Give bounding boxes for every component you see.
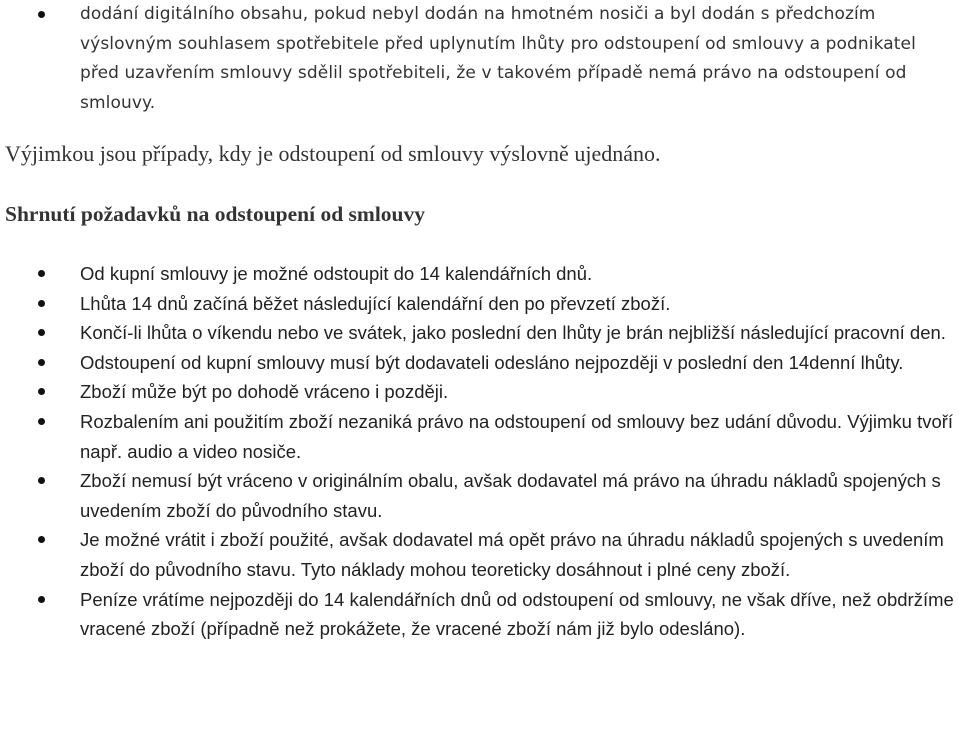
list-item [0, 407, 955, 466]
list-item-text: Lhůta 14 dnů začíná běžet následující kalendářní den po převzetí zboží. [80, 292, 671, 314]
bullet-dot-icon [38, 536, 45, 543]
bullet-dot-icon [38, 300, 45, 307]
list-item-text: dodání digitálního obsahu, pokud nebyl dodán na hmotném nosiči a byl dodán s předchozím výslovným souhlasem spotřebitele před uplynutím lhůty pro odstoupení od smlouvy a podnikatel před uzavřením smlouvy sdělil spotřebiteli, že v takovém případě nemá právo na odstoupení od smlouvy. [80, 4, 916, 113]
list-item [0, 525, 955, 584]
bullet-dot-icon [38, 418, 45, 425]
exception-note: Výjimkou jsou případy, kdy je odstoupení od smlouvy výslovně ujednáno. [5, 141, 661, 166]
list-item-text: Odstoupení od kupní smlouvy musí být dodavateli odesláno nejpozději v poslední den 14denní lhůty. [80, 351, 904, 373]
list-item [0, 0, 955, 118]
intro-bullet-list [0, 0, 955, 118]
bullet-dot-icon [38, 329, 45, 336]
list-item [0, 377, 955, 407]
section-heading: Shrnutí požadavků na odstoupení od smlouvy [5, 202, 425, 226]
summary-bullet-list [0, 259, 955, 644]
list-item-text: Rozbalením ani použitím zboží nezaniká právo na odstoupení od smlouvy bez udání důvodu. Výjimku tvoří např. audio a video nosiče. [80, 410, 954, 462]
list-item-text: Končí-li lhůta o víkendu nebo ve svátek, jako poslední den lhůty je brán nejbližší následující pracovní den. [80, 322, 946, 344]
bullet-dot-icon [38, 388, 45, 395]
list-item-text: Zboží může být po dohodě vráceno i později. [80, 381, 449, 403]
bullet-dot-icon [38, 270, 45, 277]
bullet-dot-icon [38, 596, 45, 603]
bullet-dot-icon [38, 477, 45, 484]
list-item [0, 259, 955, 289]
list-item-text: Od kupní smlouvy je možné odstoupit do 14 kalendářních dnů. [80, 263, 593, 284]
list-item [0, 466, 955, 525]
bullet-dot-icon [38, 359, 45, 366]
list-item [0, 289, 955, 319]
list-item-text: Peníze vrátíme nejpozději do 14 kalendářních dnů od odstoupení od smlouvy, ne však dříve, než obdržíme vracené zboží (případně než prokážete, že vracené zboží nám již bylo odesláno). [80, 588, 954, 640]
list-item-text: Je možné vrátit i zboží použité, avšak dodavatel má opět právo na úhradu nákladů spojených s uvedením zboží do původního stavu. Tyto náklady mohou teoreticky dosáhnout i plné ceny zboží. [80, 529, 944, 580]
bullet-dot-icon [38, 11, 45, 18]
list-item [0, 348, 955, 378]
list-item-text: Zboží nemusí být vráceno v originálním obalu, avšak dodavatel má právo na úhradu nákladů spojených s uvedením zboží do původního stavu. [80, 470, 941, 521]
list-item [0, 318, 955, 348]
list-item [0, 585, 955, 644]
